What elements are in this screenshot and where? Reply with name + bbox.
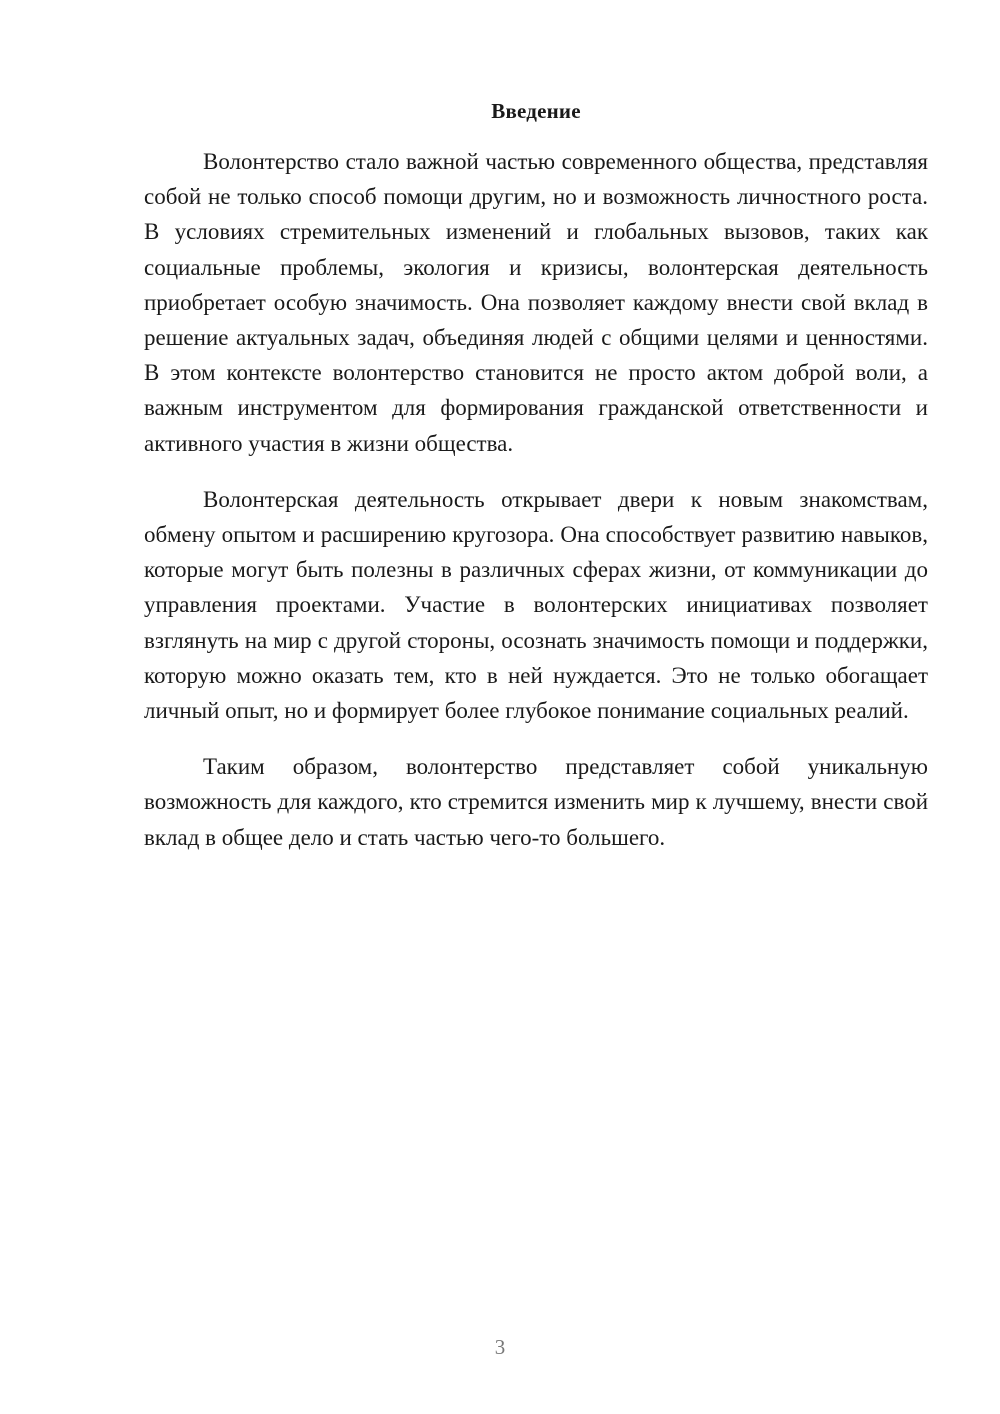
paragraph-benefits: Волонтерская деятельность открывает двери к новым знакомствам, обмену опытом и расширению кругозора. Она способствует развитию навыков, которые могут быть полезны в различных сферах жизни, от коммуникации до управления проектами. Участие в волонтерских инициативах позволяет взглянуть на мир с другой стороны, осознать значимость помощи и поддержки, которую можно оказать тем, кто в ней нуждается. Это не только обогащает личный опыт, но и формирует более глубокое понимание социальных реалий. (144, 486, 928, 724)
page-content (144, 96, 928, 876)
section-title: Введение (491, 99, 581, 123)
page-number: 3 (494, 1335, 506, 1359)
paragraph-intro: Волонтерство стало важной частью современного общества, представляя собой не только способ помощи другим, но и возможность личностного роста. В условиях стремительных изменений и глобальных вызовов, таких как социальные проблемы, экология и кризисы, волонтерская деятельность приобретает особую значимость. Она позволяет каждому внести свой вклад в решение актуальных задач, объединяя людей с общими целями и ценностями. В этом контексте волонтерство становится не просто актом доброй воли, а важным инструментом для формирования гражданской ответственности и активного участия в жизни общества. (144, 149, 928, 456)
paragraph-conclusion: Таким образом, волонтерство представляет собой уникальную возможность для каждого, кто стремится изменить мир к лучшему, внести свой вклад в общее дело и стать частью чего-то большего. (144, 754, 928, 850)
